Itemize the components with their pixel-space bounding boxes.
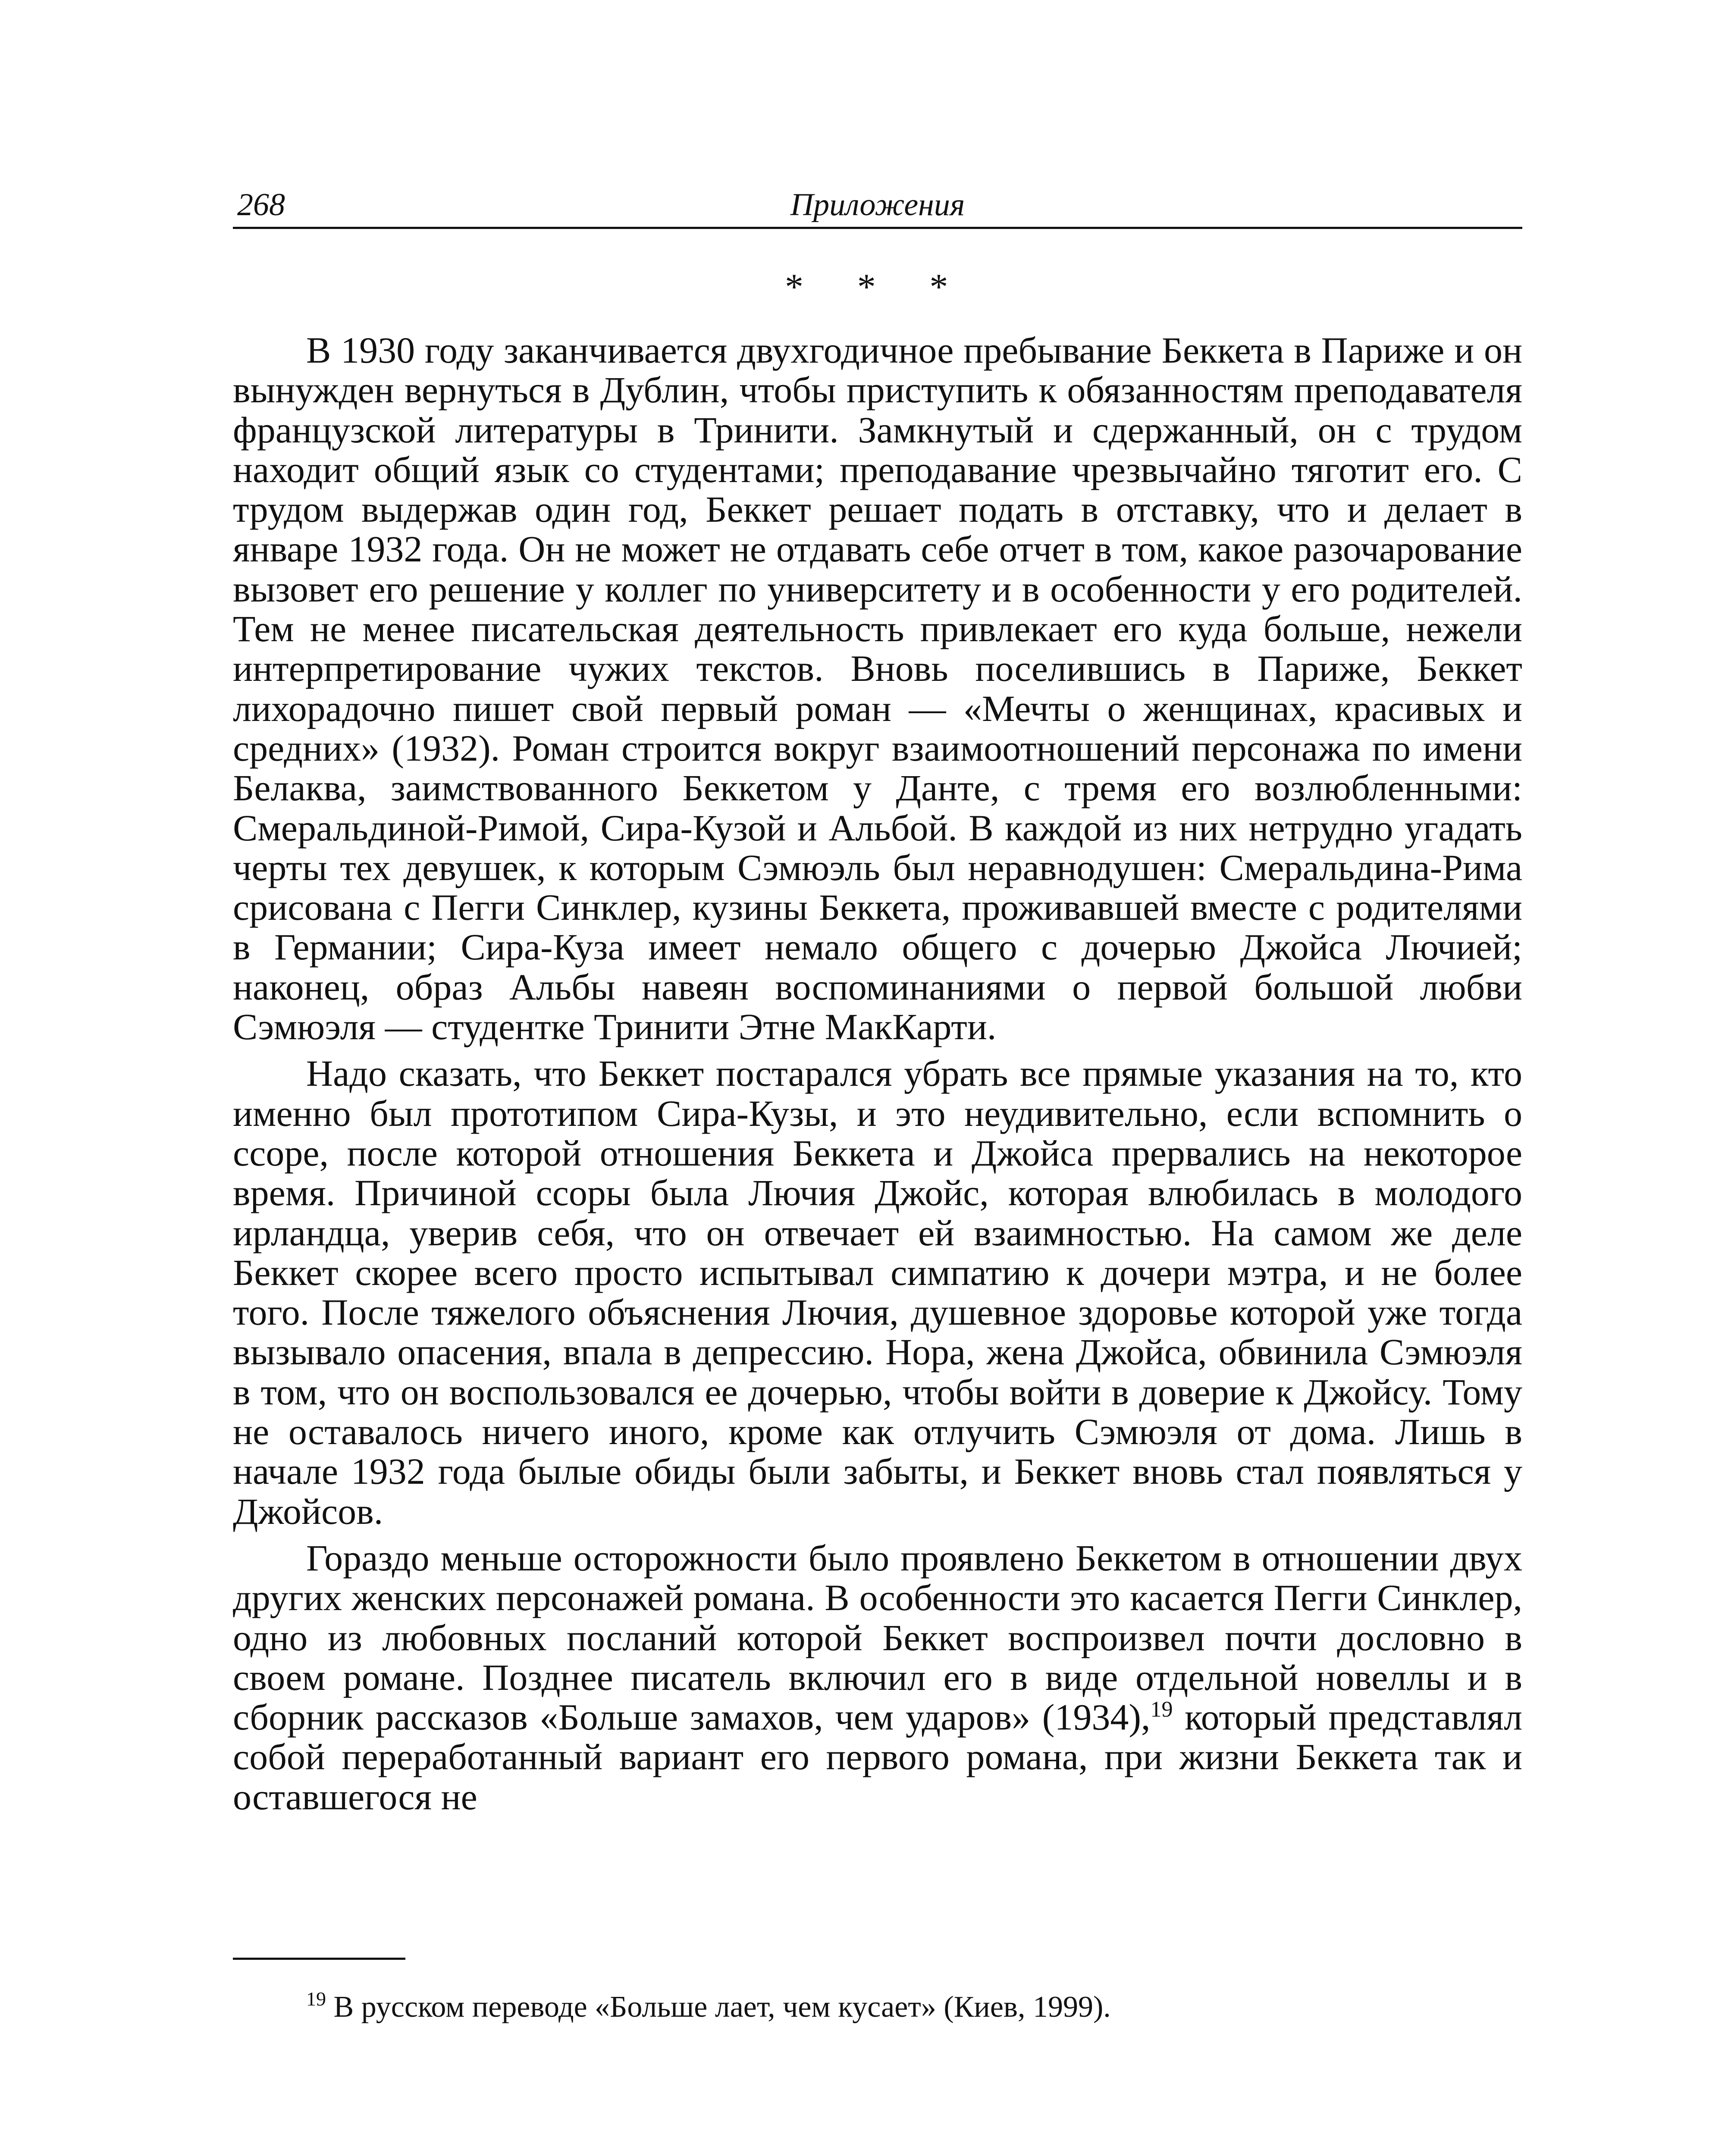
paragraph: Надо сказать, что Беккет постарался убрать все прямые указания на то, кто именно был прототипом Сира-Кузы, и это неудивительно, если вспомнить о ссоре, после которой отношения Беккета и Джойса прервались на некоторое время. Причиной ссоры была Лючия Джойс, которая влюбилась в молодого ирландца, уверив себя, что он отвечает ей взаимностью. На самом же деле Беккет скорее всего просто испытывал симпатию к дочери мэтра, и не более того. После тяжелого объяснения Лючия, душевное здоровье которой уже тогда вызывало опасения, впала в депрессию. Нора, жена Джойса, обвинила Сэмюэля в том, что он воспользовался ее дочерью, чтобы войти в доверие к Джойсу. Тому не оставалось ничего иного, кроме как отлучить Сэмюэля от дома. Лишь в начале 1932 года былые обиды были забыты, и Беккет вновь стал появляться у Джойсов. [233,1053,1522,1532]
footnote-reference: 19 [1150,1697,1173,1722]
paragraph [233,1538,1522,1817]
paragraph-text: который представлял собой переработанный вариант его первого романа, при жизни Беккета так и оставшегося не [233,1696,1523,1818]
running-head [233,177,1522,229]
paragraph: В 1930 году заканчивается двухгодичное пребывание Беккета в Париже и он вынужден вернуться в Дублин, чтобы приступить к обязанностям преподавателя французской литературы в Тринити. Замкнутый и сдержанный, он с трудом находит общий язык со студентами; преподавание чрезвычайно тяготит его. С трудом выдержав один год, Беккет решает подать в отставку, что и делает в январе 1932 года. Он не может не отдавать себе отчет в том, какое разочарование вызовет его решение у коллег по университету и в особенности у его родителей. Тем не менее писательская деятельность привлекает его куда больше, нежели интерпретирование чужих текстов. Вновь поселившись в Париже, Беккет лихорадочно пишет свой первый роман — «Мечты о женщинах, красивых и средних» (1932). Роман строится вокруг взаимоотношений персонажа по имени Белаква, заимствованного Беккетом у Данте, с тремя его возлюбленными: Смеральдиной-Римой, Сира-Кузой и Альбой. В каждой из них нетрудно угадать черты тех девушек, к которым Сэмюэль был неравнодушен: Смеральдина-Рима срисована с Пегги Синклер, кузины Беккета, проживавшей вместе с родителями в Германии; Сира-Куза имеет немало общего с дочерью Джойса Лючией; наконец, образ Альбы навеян воспоминаниями о первой большой любви Сэмюэля — студентке Тринити Этне МакКарти. [233,329,1522,1048]
footnote [233,1988,1522,2027]
section-separator: * * * [785,266,970,307]
page-number: 268 [237,187,285,222]
footnote-marker: 19 [306,1988,326,2010]
footnote-text: В русском переводе «Больше лает, чем кусает» (Киев, 1999). [326,1990,1111,2024]
section-title: Приложения [790,187,965,222]
body-text [233,328,1522,1817]
footnote-rule [233,1958,405,1960]
paragraph-text: Гораздо меньше осторожности было проявлено Беккетом в отношении двух других женских персонажей романа. В особенности это касается Пегги Синклер, одно из любовных посланий которой Беккет воспроизвел почти дословно в своем романе. Позднее писатель включил его в виде отдельной новеллы и в сборник рассказов «Больше замахов, чем ударов» (1934), [233,1537,1522,1738]
header-rule [233,227,1522,229]
